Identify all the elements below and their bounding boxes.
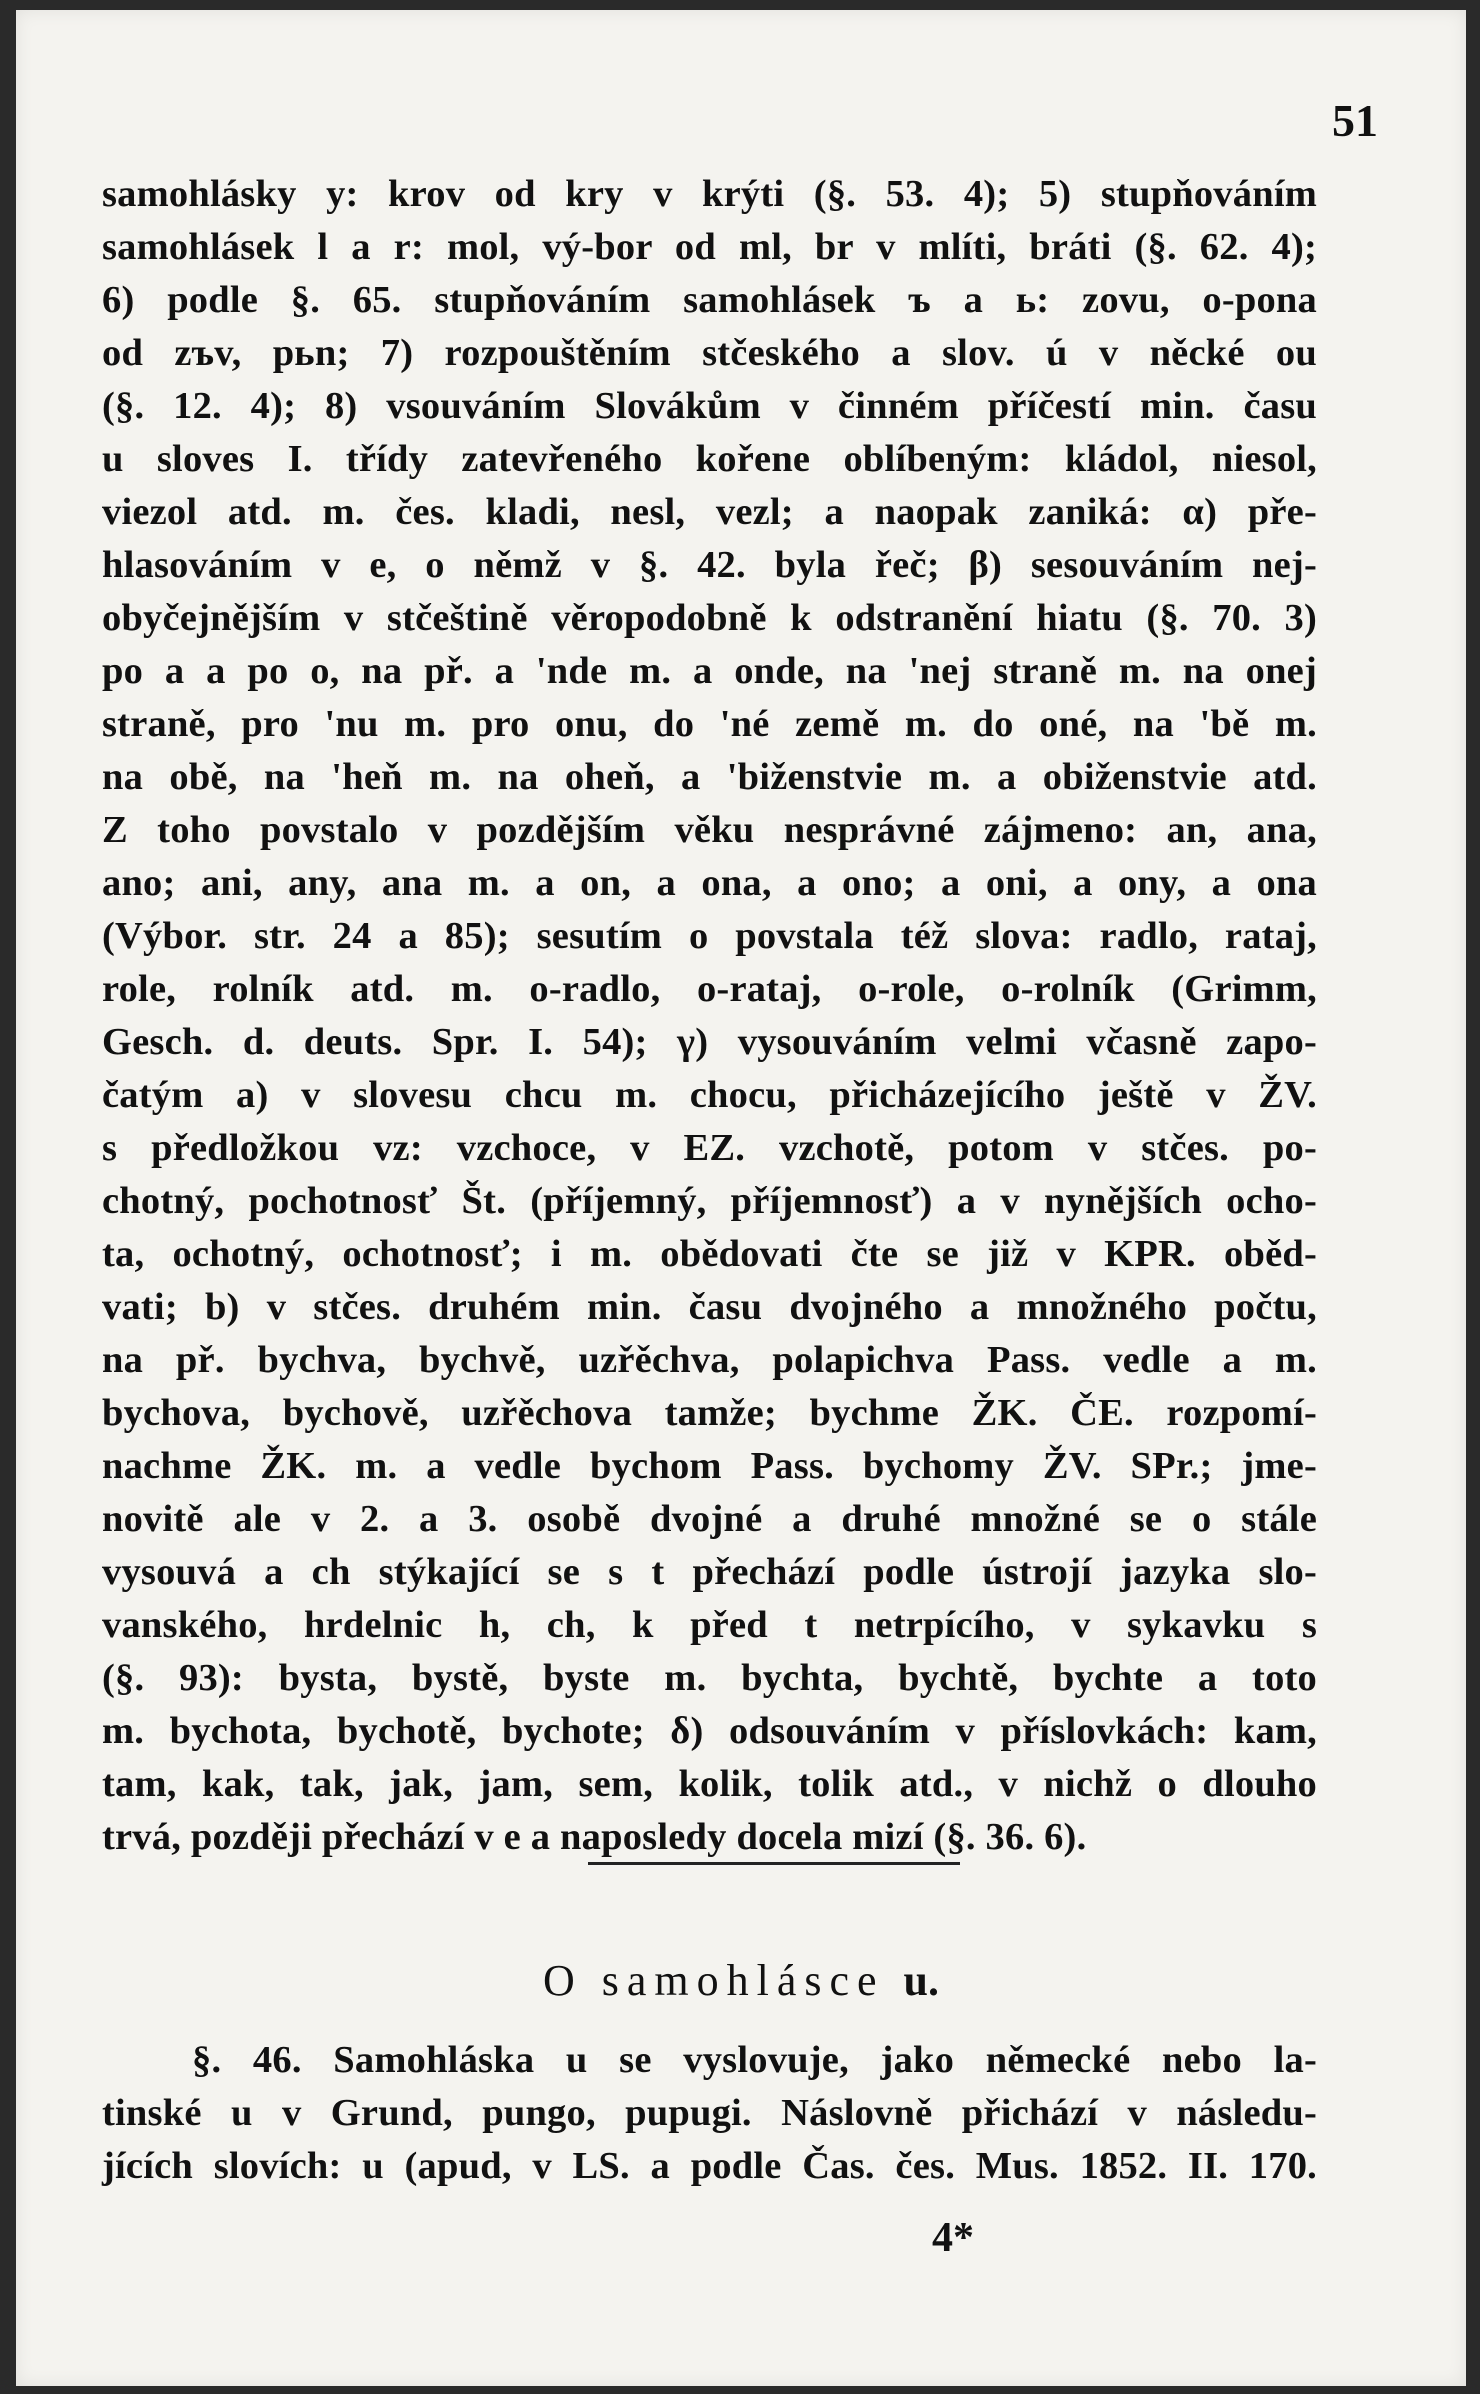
text-line: role, rolník atd. m. o-radlo, o-rataj, o-role, o-rolník (Grimm, xyxy=(102,968,1317,1010)
text-line: Z toho povstalo v pozdějším věku nesprávné zájmeno: an, ana, xyxy=(102,809,1317,851)
text-line: hlasováním v e, o němž v §. 42. byla řeč; β) sesouváním nej- xyxy=(102,544,1317,586)
text-line: (Výbor. str. 24 a 85); sesutím o povstala též slova: radlo, rataj, xyxy=(102,915,1317,957)
text-line: vysouvá a ch stýkající se s t přechází podle ústrojí jazyka slo- xyxy=(102,1551,1317,1593)
section-paragraph xyxy=(102,2034,1317,2193)
text-line: samohlásky y: krov od kry v krýti (§. 53. 4); 5) stupňováním xyxy=(102,173,1317,215)
signature-mark: 4* xyxy=(932,2215,974,2261)
book-page xyxy=(16,10,1466,2386)
text-line: straně, pro 'nu m. pro onu, do 'né země m. do oné, na 'bě m. xyxy=(102,703,1317,745)
text-line: ta, ochotný, ochotnosť; i m. obědovati čte se již v KPR. oběd- xyxy=(102,1233,1317,1275)
text-line: Gesch. d. deuts. Spr. I. 54); γ) vysouváním velmi včasně zapo- xyxy=(102,1021,1317,1063)
text-line: m. bychota, bychotě, bychote; δ) odsouváním v příslovkách: kam, xyxy=(102,1710,1317,1752)
text-line: (§. 93): bysta, bystě, byste m. bychta, bychtě, bychte a toto xyxy=(102,1657,1317,1699)
body-paragraph xyxy=(102,168,1317,1864)
text-line: tinské u v Grund, pungo, pupugi. Náslovně přichází v následu- xyxy=(102,2092,1317,2134)
text-line: obyčejnějším v stčeštině věropodobně k odstranění hiatu (§. 70. 3) xyxy=(102,597,1317,639)
text-line: na př. bychva, bychvě, uzřěchva, polapichva Pass. vedle a m. xyxy=(102,1339,1317,1381)
text-line: tam, kak, tak, jak, jam, sem, kolik, tolik atd., v nichž o dlouho xyxy=(102,1763,1317,1805)
text-line: vati; b) v stčes. druhém min. času dvojného a množného počtu, xyxy=(102,1286,1317,1328)
text-line: trvá, později přechází v e a naposledy docela mizí (§. 36. 6). xyxy=(102,1816,1087,1858)
text-line: viezol atd. m. čes. kladi, nesl, vezl; a naopak zaniká: α) pře- xyxy=(102,491,1317,533)
text-line: bychova, bychově, uzřěchova tamže; bychme ŽK. ČE. rozpomí- xyxy=(102,1392,1317,1434)
text-line: po a a po o, na př. a 'nde m. a onde, na 'nej straně m. na onej xyxy=(102,650,1317,692)
text-line: u sloves I. třídy zatevřeného kořene oblíbeným: kládol, niesol, xyxy=(102,438,1317,480)
text-line: s předložkou vz: vzchoce, v EZ. vzchotě, potom v stčes. po- xyxy=(102,1127,1317,1169)
text-line: 6) podle §. 65. stupňováním samohlásek ъ a ь: zovu, o-pona xyxy=(102,279,1317,321)
text-line: novitě ale v 2. a 3. osobě dvojné a druhé množné se o stále xyxy=(102,1498,1317,1540)
page-number: 51 xyxy=(1332,95,1378,146)
text-line: jících slovích: u (apud, v LS. a podle Čas. čes. Mus. 1852. II. 170. xyxy=(102,2145,1317,2187)
section-heading xyxy=(16,1955,1466,2006)
text-line: (§. 12. 4); 8) vsouváním Slovákům v činném příčestí min. času xyxy=(102,385,1317,427)
text-line: samohlásek l a r: mol, vý-bor od ml, br v mlíti, bráti (§. 62. 4); xyxy=(102,226,1317,268)
text-line: čatým a) v slovesu chcu m. chocu, přicházejícího ještě v ŽV. xyxy=(102,1074,1317,1116)
text-line: §. 46. Samohláska u se vyslovuje, jako německé nebo la- xyxy=(192,2039,1317,2081)
text-line: ano; ani, any, ana m. a on, a ona, a ono; a oni, a ony, a ona xyxy=(102,862,1317,904)
text-line: od zъv, pьn; 7) rozpouštěním stčeského a slov. ú v něcké ou xyxy=(102,332,1317,374)
section-divider xyxy=(588,1862,960,1865)
text-line: chotný, pochotnosť Št. (příjemný, příjemnosť) a v nynějších ocho- xyxy=(102,1180,1317,1222)
text-line: vanského, hrdelnic h, ch, k před t netrpícího, v sykavku s xyxy=(102,1604,1317,1646)
section-heading-text: O samohlásce xyxy=(542,1956,885,2005)
text-line: nachme ŽK. m. a vedle bychom Pass. bychomy ŽV. SPr.; jme- xyxy=(102,1445,1317,1487)
text-line: na obě, na 'heň m. na oheň, a 'biženstvie m. a obiženstvie atd. xyxy=(102,756,1317,798)
section-heading-letter: u. xyxy=(903,1956,940,2005)
